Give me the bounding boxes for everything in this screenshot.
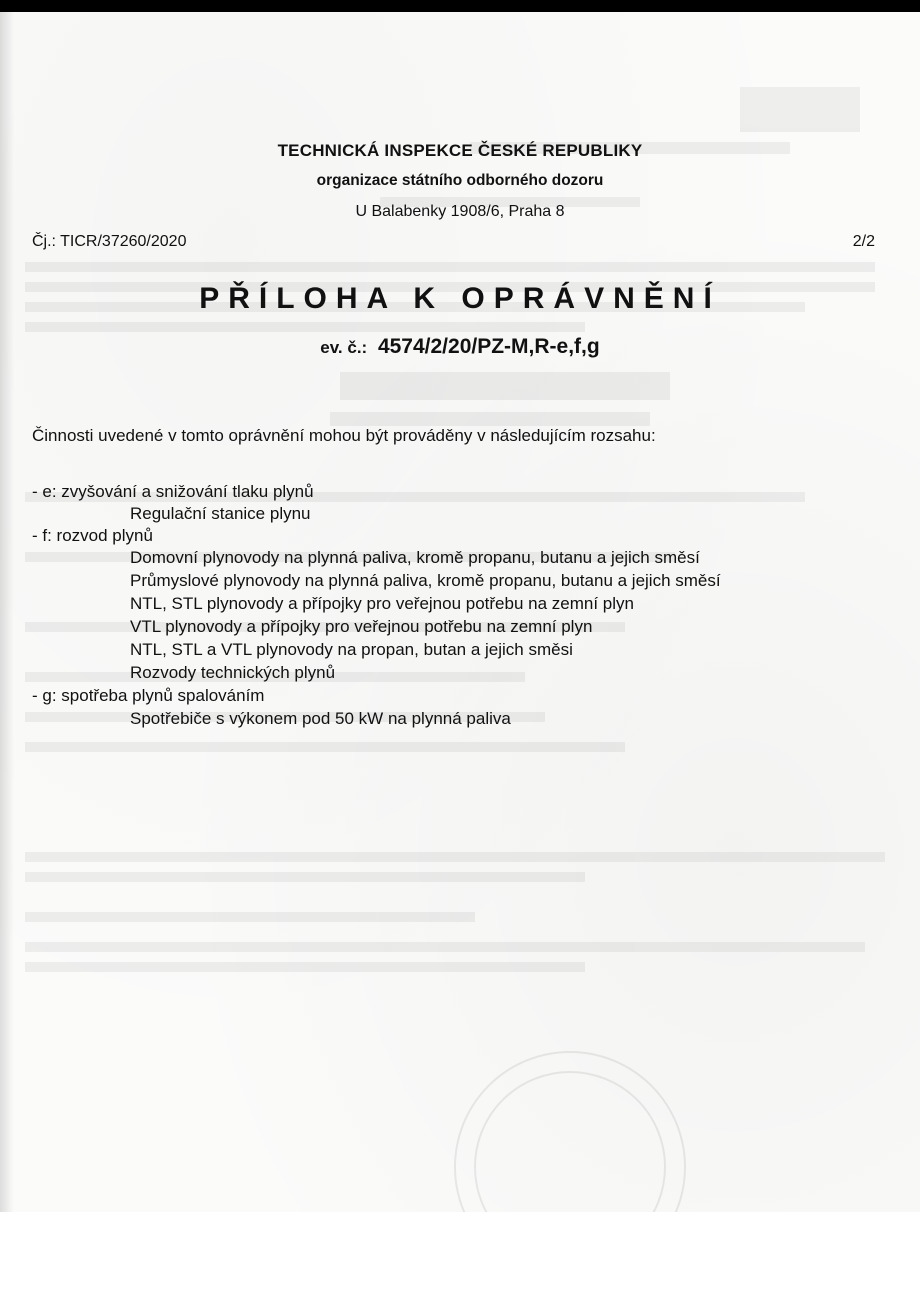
section-heading-e: - e: zvyšování a snižování tlaku plynů [32,482,314,501]
scan-top-border [0,0,920,12]
list-item: Rozvody technických plynů [130,663,336,682]
list-item: Průmyslové plynovody na plynná paliva, kromě propanu, butanu a jejich směsí [130,571,721,590]
section-heading-g: - g: spotřeba plynů spalováním [32,686,265,705]
list-item: VTL plynovody a přípojky pro veřejnou potřebu na zemní plyn [130,617,593,636]
list-item: Spotřebiče s výkonem pod 50 kW na plynná paliva [130,709,511,728]
page-number: 2/2 [852,233,875,250]
evidence-number-line [0,335,920,359]
scan-edge-shadow [0,12,14,1212]
reference-number: Čj.: TICR/37260/2020 [32,233,187,250]
organization-name: TECHNICKÁ INSPEKCE ČESKÉ REPUBLIKY [277,141,643,160]
organization-subtitle: organizace státního odborného dozoru [316,172,604,189]
evidence-label: ev. č.: [320,338,368,357]
list-item: NTL, STL a VTL plynovody na propan, butan a jejich směsi [130,640,573,659]
organization-address: U Balabenky 1908/6, Praha 8 [355,203,565,220]
evidence-number: 4574/2/20/PZ-M,R-e,f,g [377,335,600,358]
list-item: Domovní plynovody na plynná paliva, kromě propanu, butanu a jejich směsí [130,548,700,567]
list-item: Regulační stanice plynu [130,504,311,523]
section-heading-f: - f: rozvod plynů [32,526,153,545]
list-item: NTL, STL plynovody a přípojky pro veřejnou potřebu na zemní plyn [130,594,634,613]
scan-bottom-margin [0,1212,920,1297]
intro-text: Činnosti uvedené v tomto oprávnění mohou být prováděny v následujícím rozsahu: [32,426,656,445]
document-title: PŘÍLOHA K OPRÁVNĚNÍ [199,282,721,315]
